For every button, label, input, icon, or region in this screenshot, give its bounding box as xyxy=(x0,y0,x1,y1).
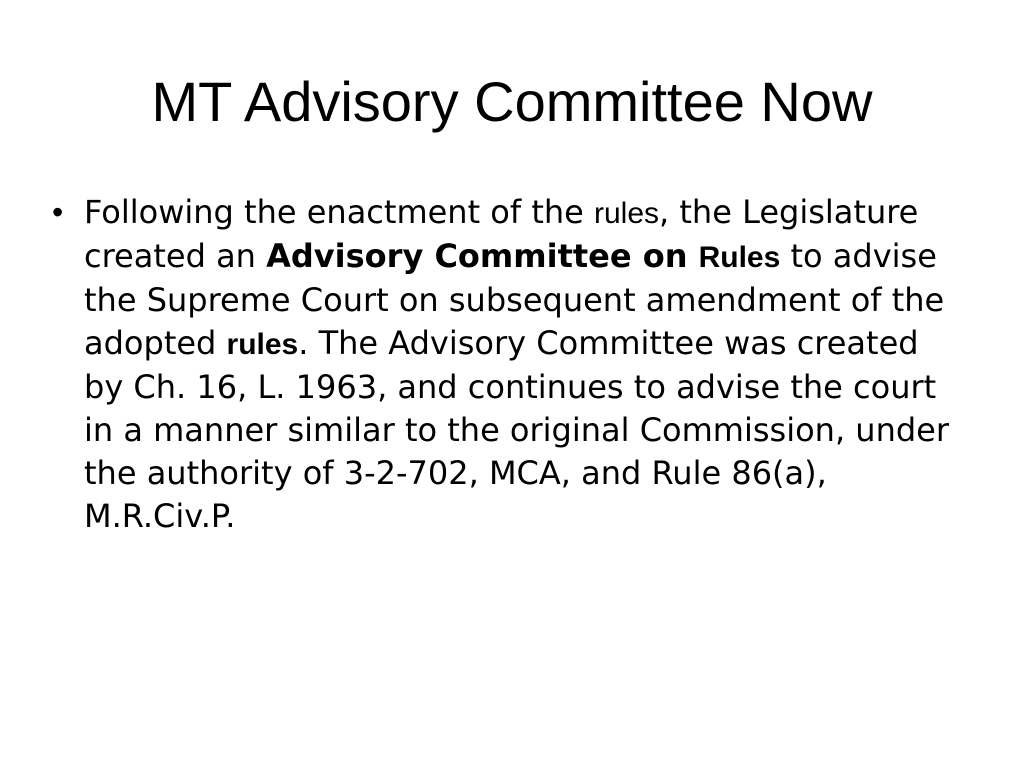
rules-term-emphasis: rules xyxy=(226,328,299,361)
rules-term-1: rules xyxy=(594,197,660,230)
bullet-text-part-6: to advise the Supreme Court on subsequent amendment of the adopted xyxy=(84,237,945,362)
committee-rules-emphasis: Rules xyxy=(698,241,781,274)
bullet-text xyxy=(84,191,964,538)
bullet-text-part-1: Following the enactment of the xyxy=(84,193,594,231)
bullet-text-part-3: , the Legislature created an xyxy=(84,193,919,275)
bullet-list xyxy=(52,191,982,538)
bullet-dot-icon: • xyxy=(52,194,64,230)
bullet-item xyxy=(52,191,982,538)
slide-title: MT Advisory Committee Now xyxy=(151,70,873,133)
bullet-text-part-8: . The Advisory Committee was created by Ch. 16, L. 1963, and continues to advise the court in a manner similar to the original Commission, under the authority of 3-2-702, MCA, and Rule 86(a), M.R.Civ.P. xyxy=(84,324,950,535)
committee-name-emphasis: Advisory Committee on xyxy=(266,237,699,275)
